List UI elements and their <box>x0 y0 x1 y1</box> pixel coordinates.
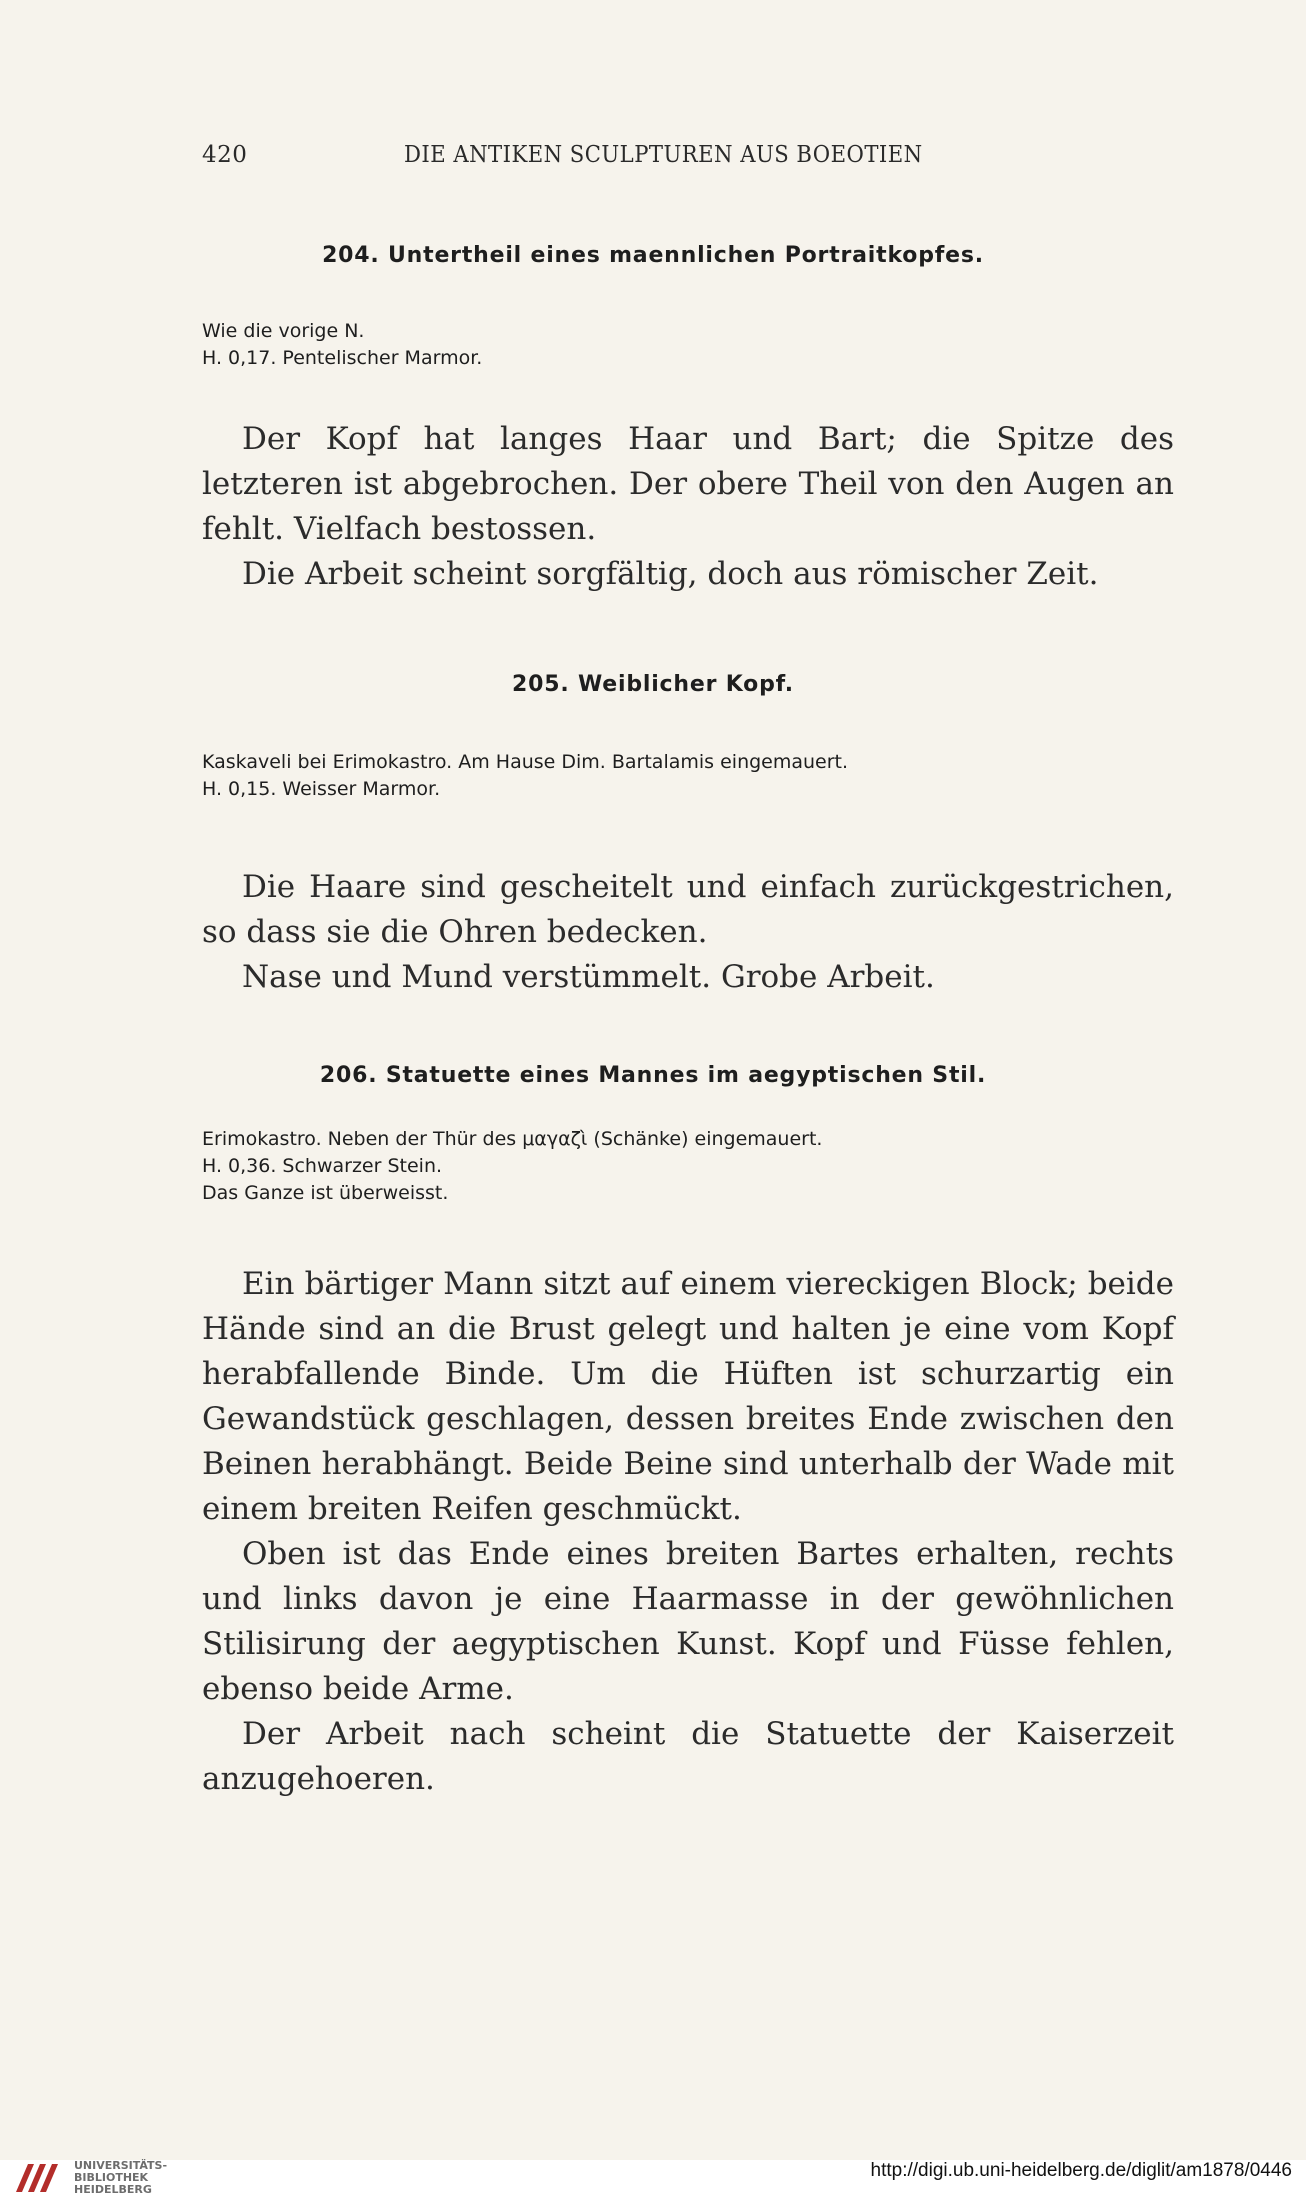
meta-line: H. 0,36. Schwarzer Stein. <box>202 1155 443 1177</box>
meta-line: Erimokastro. Neben der Thür des μαγαζὶ (Schänke) eingemauert. <box>202 1128 823 1150</box>
logo-line: UNIVERSITÄTS- <box>74 2159 168 2172</box>
meta-line: Das Ganze ist überweisst. <box>202 1182 449 1204</box>
paragraph: Die Arbeit scheint sorgfältig, doch aus römischer Zeit. <box>242 556 1099 592</box>
meta-line: Kaskaveli bei Erimokastro. Am Hause Dim. Bartalamis eingemauert. <box>202 751 849 773</box>
meta-line: H. 0,15. Weisser Marmor. <box>202 778 441 800</box>
paragraph: Der Kopf hat langes Haar und Bart; die Spitze des letzteren ist abgebrochen. Der obere Theil von den Augen an fehlt. Vielfach bestossen. <box>202 421 1174 547</box>
section-meta-205 <box>202 749 848 803</box>
source-url[interactable]: http://digi.ub.uni-heidelberg.de/diglit/am1878/0446 <box>870 2160 1292 2181</box>
section-heading-205: 205. Weiblicher Kopf. <box>512 672 794 697</box>
section-heading-204: 204. Untertheil eines maennlichen Portraitkopfes. <box>322 243 984 268</box>
meta-line: Wie die vorige N. <box>202 320 365 342</box>
section-meta-206 <box>202 1126 822 1207</box>
paragraph: Ein bärtiger Mann sitzt auf einem viereckigen Block; beide Hände sind an die Brust gelegt und halten je eine vom Kopf herabfallende Binde. Um die Hüften ist schurzartig ein Gewandstück geschlagen, dessen breites Ende zwischen den Beinen herabhängt. Beide Beine sind unterhalb der Wade mit einem breiten Reifen geschmückt. <box>202 1266 1174 1527</box>
section-heading-206: 206. Statuette eines Mannes im aegyptischen Stil. <box>319 1063 987 1088</box>
paragraph: Die Haare sind gescheitelt und einfach zurückgestrichen, so dass sie die Ohren bedecken. <box>202 869 1174 950</box>
page-number: 420 <box>202 142 248 168</box>
digitization-footer <box>0 2160 1306 2198</box>
library-logo <box>14 2160 68 2194</box>
library-logo-text <box>74 2160 167 2196</box>
meta-line: H. 0,17. Pentelischer Marmor. <box>202 347 483 369</box>
section-body-206 <box>202 1262 1174 1802</box>
logo-line: HEIDELBERG <box>74 2183 152 2196</box>
paragraph: Nase und Mund verstümmelt. Grobe Arbeit. <box>242 959 935 995</box>
paragraph: Oben ist das Ende eines breiten Bartes erhalten, rechts und links davon je eine Haarmasse in der gewöhnlichen Stilisirung der aegyptischen Kunst. Kopf und Füsse fehlen, ebenso beide Arme. <box>202 1536 1174 1707</box>
section-body-205 <box>202 865 1174 1000</box>
logo-line: BIBLIOTHEK <box>74 2171 149 2184</box>
library-logo-icon <box>14 2160 68 2194</box>
paragraph: Der Arbeit nach scheint die Statuette der Kaiserzeit anzugehoeren. <box>202 1716 1174 1797</box>
section-meta-204 <box>202 318 482 372</box>
running-title: DIE ANTIKEN SCULPTUREN AUS BOEOTIEN <box>404 142 923 168</box>
section-body-204 <box>202 417 1174 597</box>
